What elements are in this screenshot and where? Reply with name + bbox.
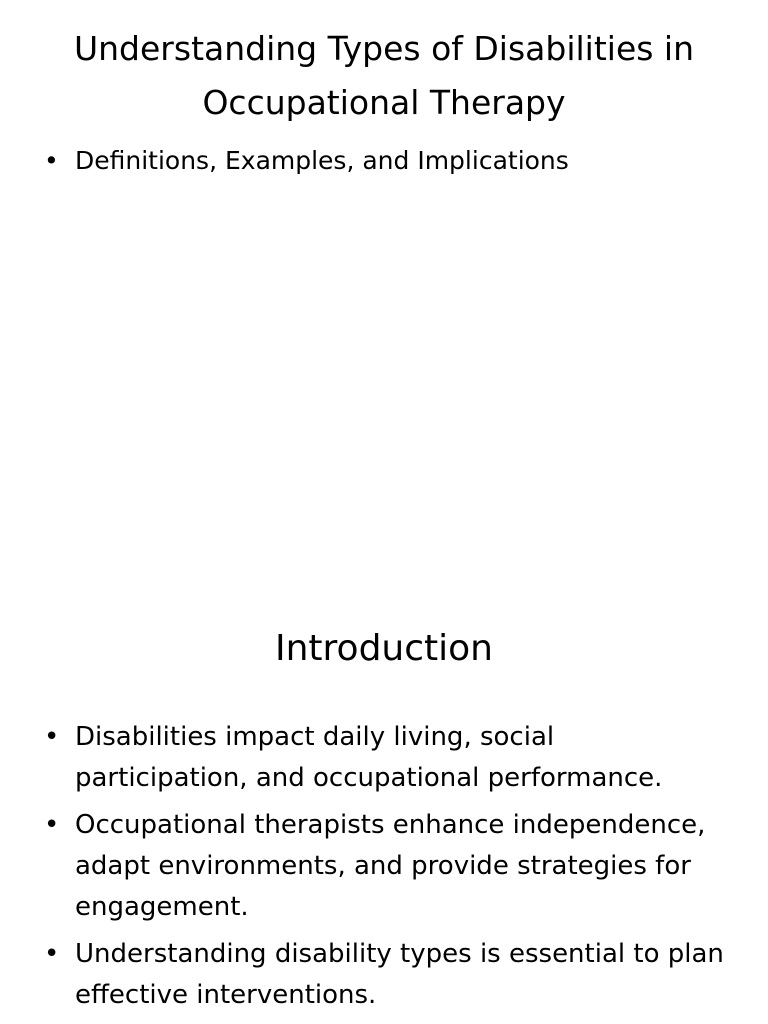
slide-introduction — [0, 512, 768, 1024]
bullet-icon: • — [44, 810, 60, 840]
slide-title-heading: Understanding Types of Disabilities in Occupational Therapy — [73, 29, 695, 122]
bullet-text: Disabilities impact daily living, social participation, and occupational performance. — [75, 722, 663, 793]
bullet-text: Occupational therapists enhance independence, adapt environments, and provide strategies for engagement. — [75, 810, 706, 922]
bullet-item — [44, 934, 734, 1016]
bullet-item — [44, 717, 734, 799]
bullet-item — [44, 142, 734, 180]
bullet-icon: • — [44, 939, 60, 969]
bullet-text: Understanding disability types is essential to plan effective interventions. — [75, 939, 724, 1010]
bullet-icon: • — [44, 146, 59, 175]
slide-introduction-heading: Introduction — [274, 628, 493, 669]
bullet-icon: • — [44, 722, 60, 752]
slide-introduction-bullet-list — [44, 717, 734, 1022]
bullet-text: Definitions, Examples, and Implications — [75, 146, 569, 175]
slide-title-bullet-list — [44, 142, 734, 186]
bullet-item — [44, 805, 734, 928]
